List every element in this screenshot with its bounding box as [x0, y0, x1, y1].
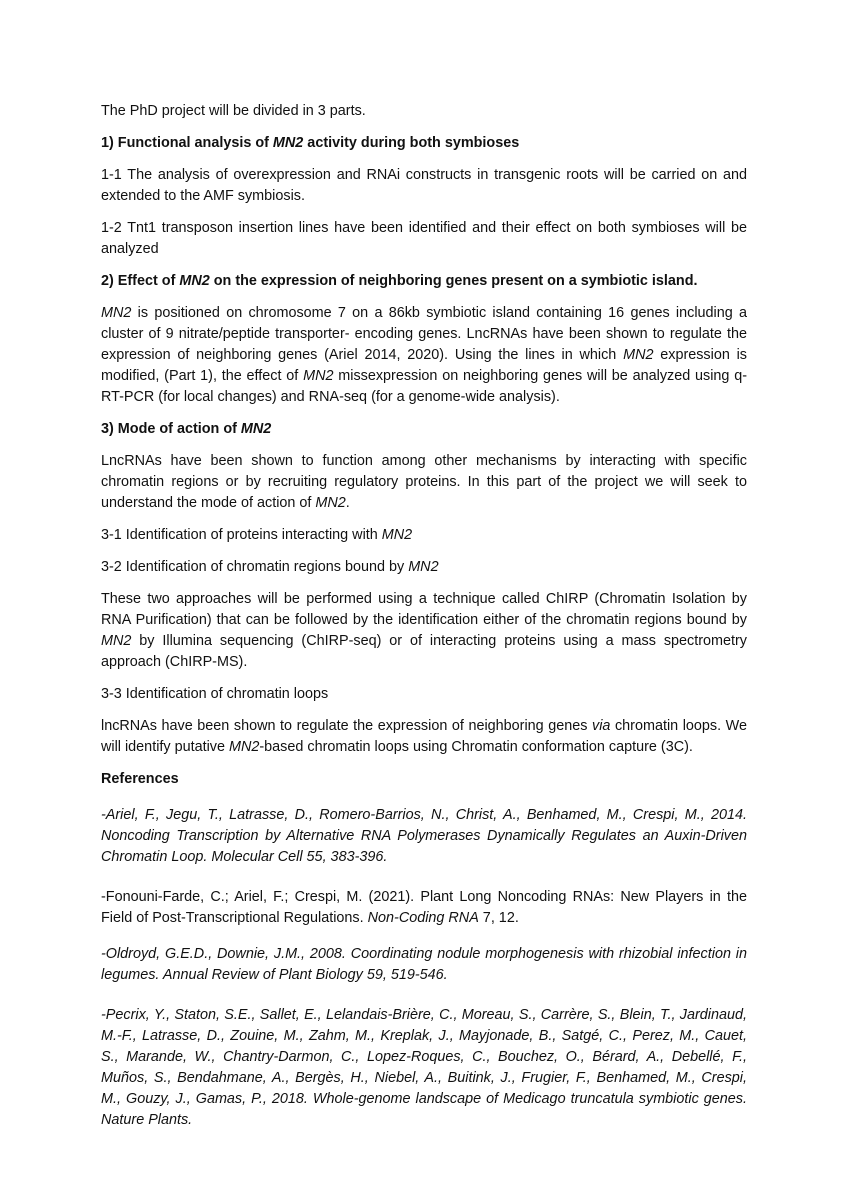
gene-name: MN2 — [101, 633, 132, 649]
gene-name: MN2 — [408, 559, 439, 575]
section-3-1-paragraph: 3-1 Identification of proteins interacting with MN2 — [101, 527, 413, 543]
chromatin-loops-paragraph: lncRNAs have been shown to regulate the expression of neighboring genes via chromatin loops. We will identify putative MN2-based chromatin loops using Chromatin conformation capture (3C). — [101, 718, 747, 755]
section-3-intro-paragraph: LncRNAs have been shown to function among other mechanisms by interacting with specific chromatin regions or by recruiting regulatory proteins. In this part of the project we will seek to understand the mode of action of MN2. — [101, 453, 747, 511]
gene-name: MN2 — [101, 305, 132, 321]
section-3-heading: 3) Mode of action of MN2 — [101, 421, 272, 437]
gene-name: MN2 — [623, 347, 654, 363]
reference-entry: -Fonouni-Farde, C.; Ariel, F.; Crespi, M. (2021). Plant Long Noncoding RNAs: New Players in the Field of Post-Transcriptional Regulations. Non-Coding RNA 7, 12. — [101, 889, 747, 926]
journal-name: Non-Coding RNA — [367, 910, 479, 926]
reference-entry: -Pecrix, Y., Staton, S.E., Sallet, E., Lelandais-Brière, C., Moreau, S., Carrère, S., Blein, T., Jardinaud, M.-F., Latrasse, D., Zouine, M., Zahm, M., Kreplak, J., Mayjonade, B., Satgé, C., Perez, M., Cauet, S., Marande, W., Chantry-Darmon, C., Lopez-Roques, C., Bouchez, O., Bérard, A., Debellé, F., Muños, S., Bendahmane, A., Bergès, H., Niebel, A., Buitink, J., Frugier, F., Benhamed, M., Crespi, M., Gouzy, J., Gamas, P., 2018. Whole-genome landscape of Medicago truncatula symbiotic genes. Nature Plants. — [101, 1007, 747, 1128]
reference-entry: -Ariel, F., Jegu, T., Latrasse, D., Romero-Barrios, N., Christ, A., Benhamed, M., Crespi, M., 2014. Noncoding Transcription by Alternative RNA Polymerases Dynamically Regulates an Auxin-Driven Chromatin Loop. Molecular Cell 55, 383-396. — [101, 807, 747, 865]
gene-name: MN2 — [240, 421, 272, 437]
via-word: via — [592, 718, 611, 734]
references-heading: References — [101, 771, 179, 787]
gene-name: MN2 — [228, 739, 260, 755]
gene-name: MN2 — [272, 135, 304, 151]
reference-entry: -Oldroyd, G.E.D., Downie, J.M., 2008. Coordinating nodule morphogenesis with rhizobial infection in legumes. Annual Review of Plant Biology 59, 519-546. — [101, 946, 747, 983]
section-1-1-paragraph: 1-1 The analysis of overexpression and RNAi constructs in transgenic roots will be carried on and extended to the AMF symbiosis. — [101, 167, 747, 204]
section-2-paragraph: MN2 is positioned on chromosome 7 on a 86kb symbiotic island containing 16 genes including a cluster of 9 nitrate/peptide transporter- encoding genes. LncRNAs have been shown to regulate the expression of neighboring genes (Ariel 2014, 2020). Using the lines in which MN2 expression is modified, (Part 1), the effect of MN2 missexpression on neighboring genes will be analyzed using q-RT-PCR (for local changes) and RNA-seq (for a genome-wide analysis). — [101, 305, 747, 405]
intro-paragraph: The PhD project will be divided in 3 parts. — [101, 103, 366, 119]
gene-name: MN2 — [381, 527, 413, 543]
gene-name: MN2 — [303, 368, 334, 384]
references-section — [101, 769, 747, 1131]
gene-name: MN2 — [315, 495, 346, 511]
section-3-3-paragraph: 3-3 Identification of chromatin loops — [101, 686, 329, 702]
section-1-heading: 1) Functional analysis of MN2 activity during both symbioses — [101, 135, 520, 151]
section-1-2-paragraph: 1-2 Tnt1 transposon insertion lines have been identified and their effect on both symbioses will be analyzed — [101, 220, 747, 257]
gene-name: MN2 — [179, 273, 210, 289]
chirp-paragraph: These two approaches will be performed using a technique called ChIRP (Chromatin Isolation by RNA Purification) that can be followed by the identification either of the chromatin regions bound by MN2 by Illumina sequencing (ChIRP-seq) or of interacting proteins using a mass spectrometry approach (ChIRP-MS). — [101, 591, 747, 670]
section-3-2-paragraph: 3-2 Identification of chromatin regions bound by MN2 — [101, 559, 439, 575]
section-2-heading: 2) Effect of MN2 on the expression of neighboring genes present on a symbiotic island. — [101, 273, 698, 289]
